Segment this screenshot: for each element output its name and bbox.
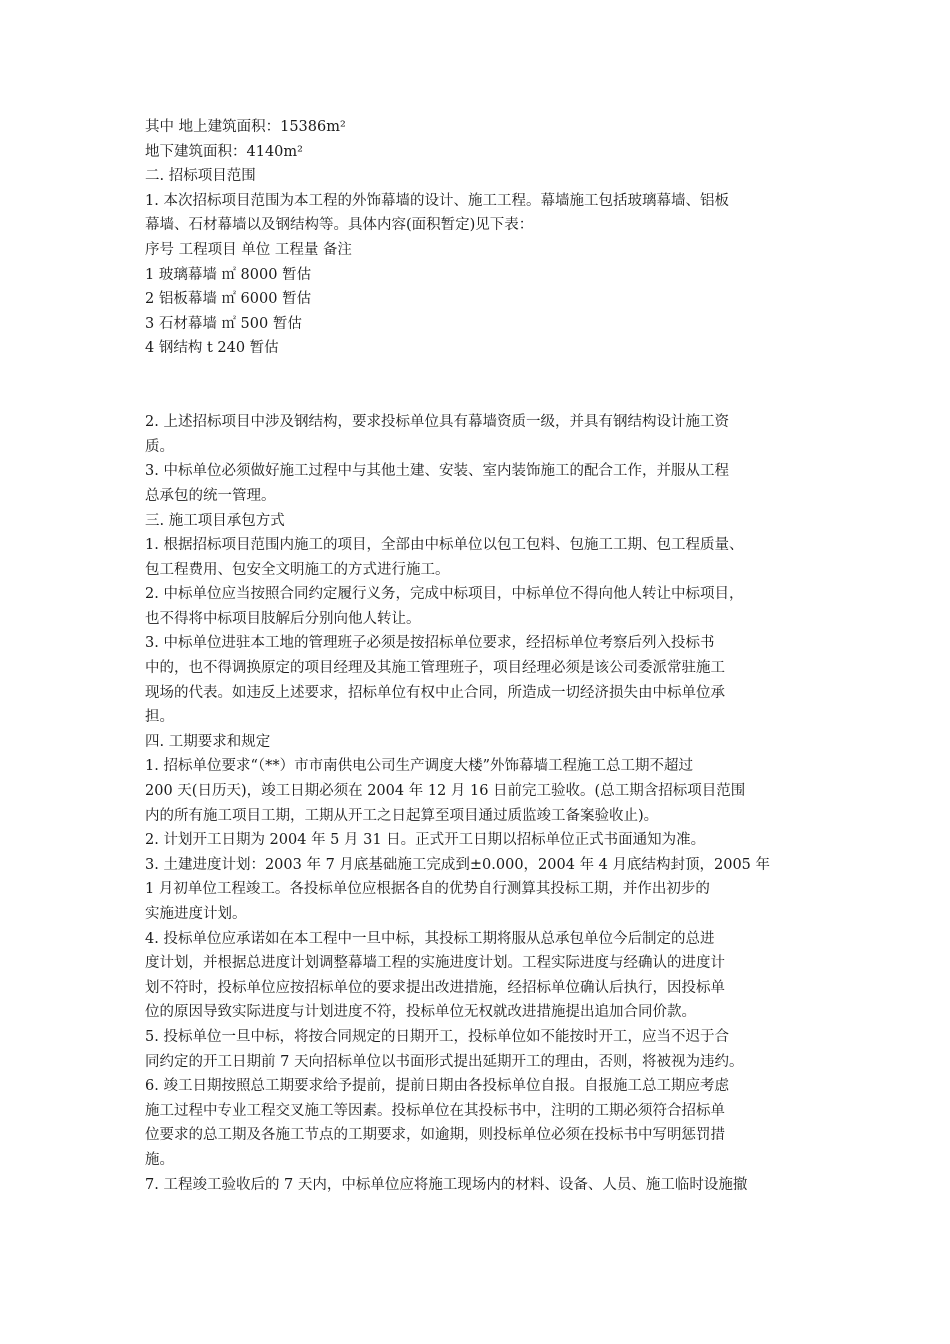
text-line: 位的原因导致实际进度与计划进度不符，投标单位无权就改进措施提出追加合同价款。 bbox=[145, 1004, 696, 1021]
text-line: 3. 中标单位进驻本工地的管理班子必须是按招标单位要求，经招标单位考察后列入投标书 bbox=[145, 635, 715, 652]
text-line: 3. 中标单位必须做好施工过程中与其他土建、安装、室内装饰施工的配合工作，并服从工程 bbox=[145, 463, 729, 480]
text-block-terms bbox=[145, 410, 817, 1197]
text-line: 施工过程中专业工程交叉施工等因素。投标单位在其投标书中，注明的工期必须符合招标单 bbox=[145, 1102, 725, 1119]
text-line: 总承包的统一管理。 bbox=[145, 487, 276, 504]
text-line: 1. 招标单位要求“（**）市市南供电公司生产调度大楼”外饰幕墙工程施工总工期不超过 bbox=[145, 758, 694, 775]
text-line: 位要求的总工期及各施工节点的工期要求，如逾期，则投标单位必须在投标书中写明惩罚措 bbox=[145, 1127, 725, 1144]
text-line: 三. 施工项目承包方式 bbox=[145, 512, 285, 529]
text-line: 幕墙、石材幕墙以及钢结构等。具体内容(面积暂定)见下表： bbox=[145, 217, 534, 234]
text-line: 度计划，并根据总进度计划调整幕墙工程的实施进度计划。工程实际进度与经确认的进度计 bbox=[145, 955, 725, 972]
text-line: 2. 上述招标项目中涉及钢结构，要求投标单位具有幕墙资质一级，并具有钢结构设计施工资 bbox=[145, 414, 729, 431]
text-line: 地下建筑面积：4140m² bbox=[145, 143, 303, 160]
text-line: 四. 工期要求和规定 bbox=[145, 733, 271, 750]
text-line: 200 天(日历天)，竣工日期必须在 2004 年 12 月 16 日前完工验收。(总工期含招标项目范围 bbox=[145, 783, 746, 800]
text-line: 1 月初单位工程竣工。各投标单位应根据各自的优势自行测算其投标工期，并作出初步的 bbox=[145, 881, 710, 898]
text-line: 同约定的开工日期前 7 天向招标单位以书面形式提出延期开工的理由，否则，将被视为违约。 bbox=[145, 1053, 744, 1070]
text-line: 1. 根据招标项目范围内施工的项目，全部由中标单位以包工包料、包施工工期、包工程质量、 bbox=[145, 537, 744, 554]
text-line: 包工程费用、包安全文明施工的方式进行施工。 bbox=[145, 561, 450, 578]
text-line: 其中 地上建筑面积：15386m² bbox=[145, 119, 346, 135]
text-line: 质。 bbox=[145, 438, 174, 455]
text-line: 1. 本次招标项目范围为本工程的外饰幕墙的设计、施工工程。幕墙施工包括玻璃幕墙、铝板 bbox=[145, 192, 729, 209]
text-line: 内的所有施工项目工期，工期从开工之日起算至项目通过质监竣工备案验收止)。 bbox=[145, 807, 659, 824]
text-line: 划不符时，投标单位应按招标单位的要求提出改进措施，经招标单位确认后执行，因投标单 bbox=[145, 979, 725, 996]
text-line: 施。 bbox=[145, 1151, 174, 1168]
text-line: 也不得将中标项目肢解后分别向他人转让。 bbox=[145, 610, 421, 627]
text-line: 4. 投标单位应承诺如在本工程中一旦中标，其投标工期将服从总承包单位今后制定的总进 bbox=[145, 930, 715, 947]
text-line: 2 铝板幕墙 ㎡ 6000 暂估 bbox=[145, 291, 312, 308]
text-line: 1 玻璃幕墙 ㎡ 8000 暂估 bbox=[145, 266, 312, 283]
text-line: 实施进度计划。 bbox=[145, 906, 247, 922]
text-line: 5. 投标单位一旦中标，将按合同规定的日期开工，投标单位如不能按时开工，应当不迟于合 bbox=[145, 1028, 729, 1045]
text-line: 4 钢结构 t 240 暂估 bbox=[145, 340, 279, 357]
text-line: 2. 中标单位应当按照合同约定履行义务，完成中标项目，中标单位不得向他人转让中标项目， bbox=[145, 586, 744, 603]
text-line: 6. 竣工日期按照总工期要求给予提前，提前日期由各投标单位自报。自报施工总工期应考虑 bbox=[145, 1078, 729, 1095]
document-page bbox=[145, 115, 817, 1197]
text-line: 3 石材幕墙 ㎡ 500 暂估 bbox=[145, 315, 302, 332]
text-block-scope bbox=[145, 115, 817, 361]
blank-gap bbox=[145, 361, 817, 410]
text-line: 3. 土建进度计划：2003 年 7 月底基础施工完成到±0.000，2004 年 4 月底结构封顶，2005 年 bbox=[145, 856, 771, 873]
text-line: 序号 工程项目 单位 工程量 备注 bbox=[145, 241, 352, 258]
text-line: 担。 bbox=[145, 709, 174, 726]
text-line: 现场的代表。如违反上述要求，招标单位有权中止合同，所造成一切经济损失由中标单位承 bbox=[145, 684, 725, 701]
text-line: 2. 计划开工日期为 2004 年 5 月 31 日。正式开工日期以招标单位正式书面通知为准。 bbox=[145, 832, 706, 849]
text-line: 7. 工程竣工验收后的 7 天内，中标单位应将施工现场内的材料、设备、人员、施工临时设施撤 bbox=[145, 1176, 748, 1193]
text-line: 二. 招标项目范围 bbox=[145, 168, 256, 185]
text-line: 中的，也不得调换原定的项目经理及其施工管理班子，项目经理必须是该公司委派常驻施工 bbox=[145, 660, 725, 677]
